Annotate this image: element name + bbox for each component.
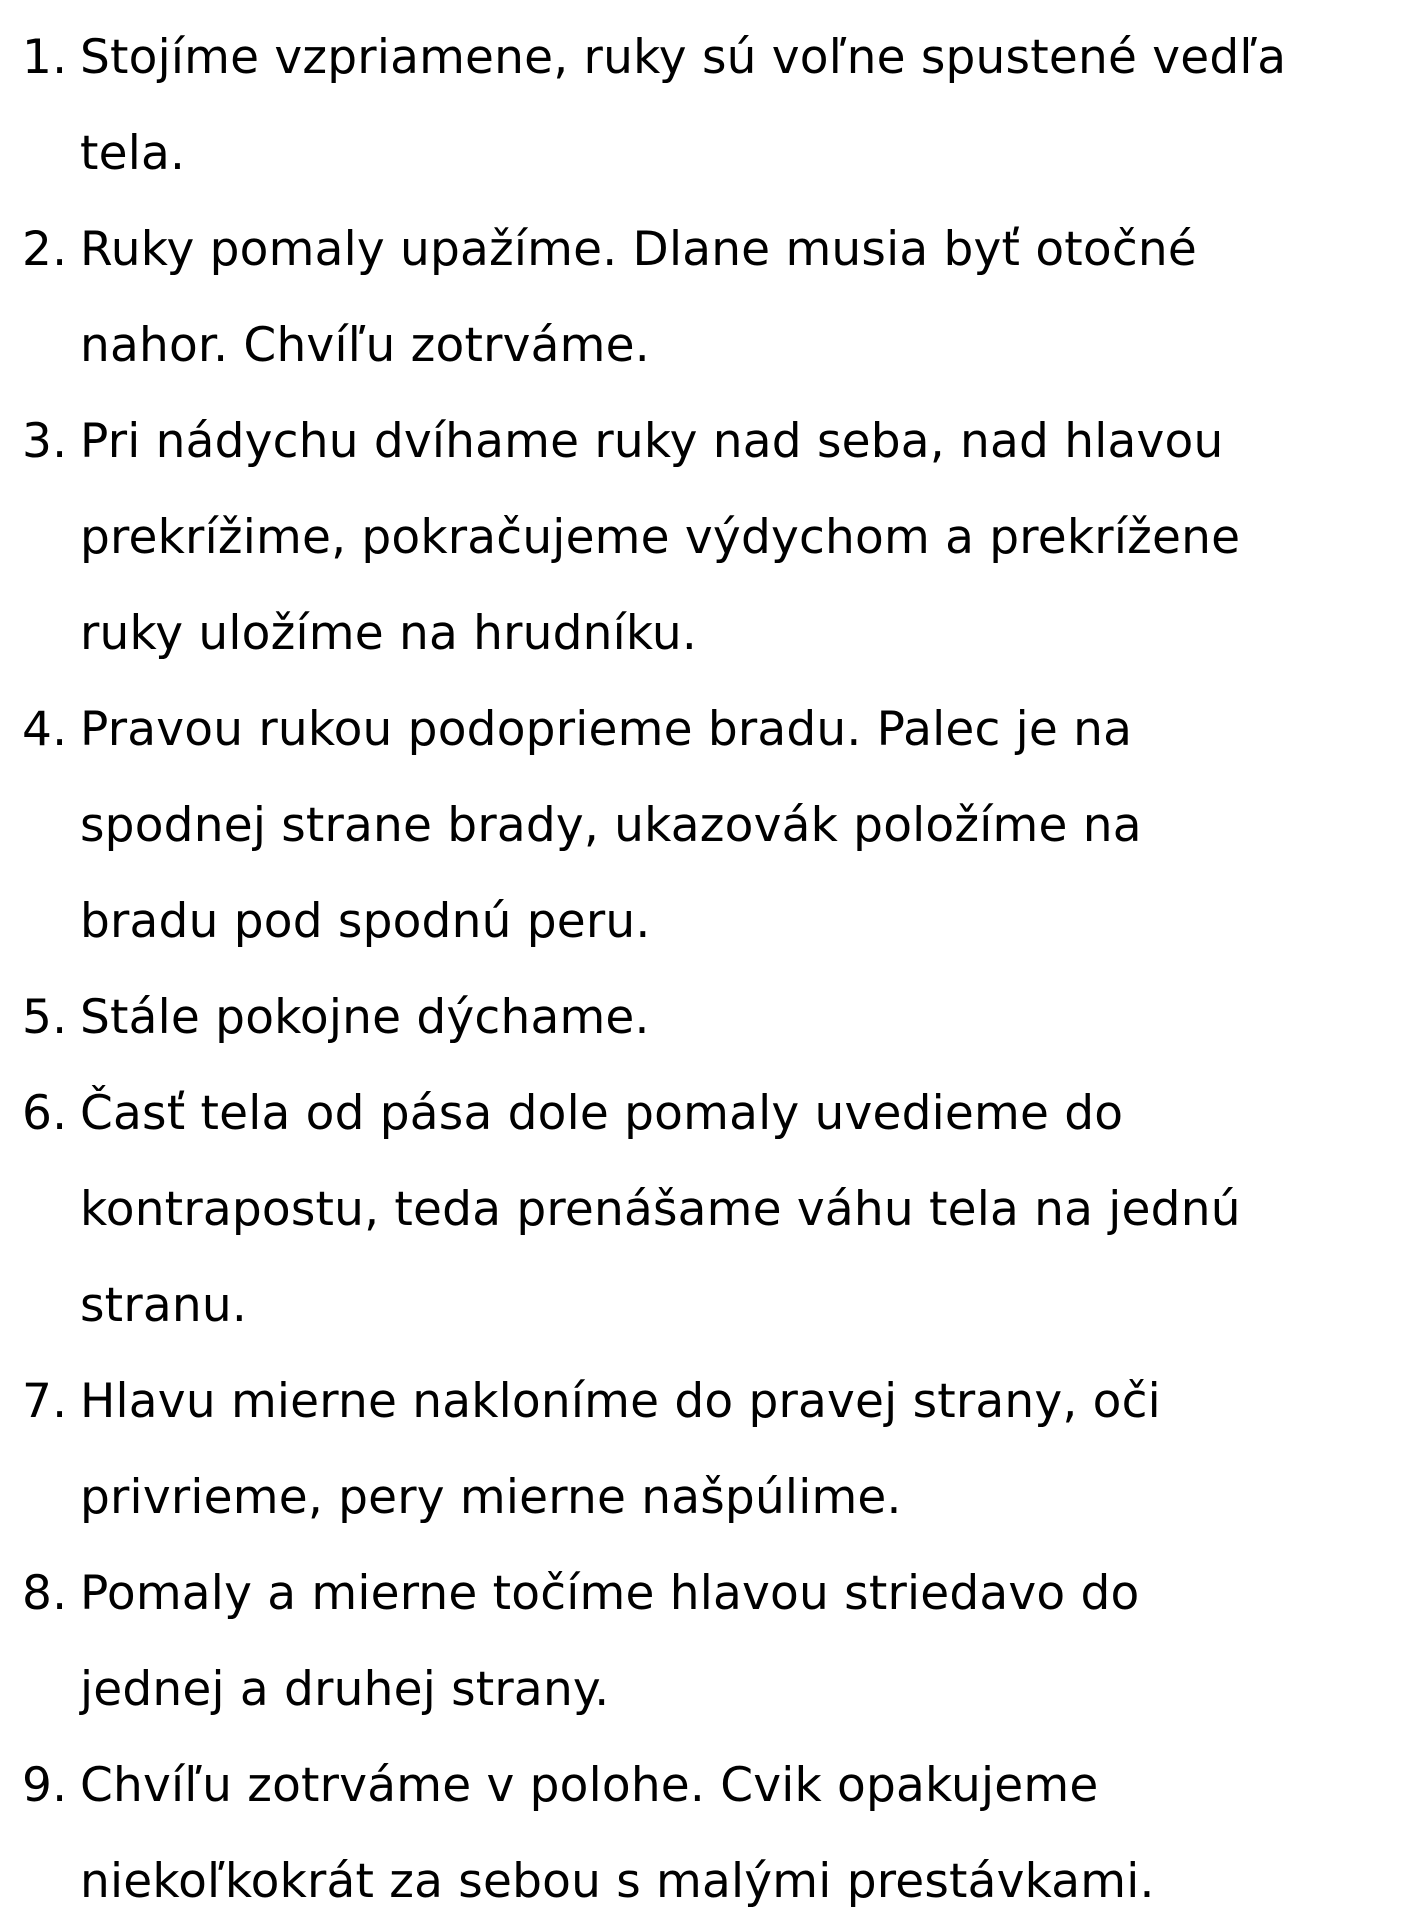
step-line: Ruky pomaly upažíme. Dlane musia byť otočné (80, 222, 1198, 277)
step-number: 9. (22, 1758, 68, 1813)
step-number: 1. (22, 30, 68, 85)
step-item (22, 10, 1362, 202)
step-line: niekoľkokrát za sebou s malými prestávkami. (80, 1854, 1155, 1909)
step-line: Pri nádychu dvíhame ruky nad seba, nad hlavou (80, 414, 1224, 469)
step-line: Hlavu mierne nakloníme do pravej strany, oči (80, 1374, 1161, 1429)
step-number: 7. (22, 1374, 68, 1429)
step-number: 2. (22, 222, 68, 277)
step-line: Stojíme vzpriamene, ruky sú voľne spustené vedľa (80, 30, 1287, 85)
step-item (22, 1546, 1362, 1738)
step-line: ruky uložíme na hrudníku. (80, 606, 697, 661)
step-line: kontrapostu, teda prenášame váhu tela na jednú (80, 1182, 1241, 1237)
step-item (22, 394, 1362, 682)
step-line: bradu pod spodnú peru. (80, 894, 651, 949)
step-line: jednej a druhej strany. (80, 1662, 610, 1717)
step-line: spodnej strane brady, ukazovák položíme na (80, 798, 1142, 853)
step-item (22, 1354, 1362, 1546)
step-line: Pomaly a mierne točíme hlavou striedavo do (80, 1566, 1140, 1621)
step-line: privrieme, pery mierne našpúlime. (80, 1470, 902, 1525)
step-line: prekrížime, pokračujeme výdychom a prekrížene (80, 510, 1241, 565)
step-item (22, 1738, 1362, 1930)
step-line: tela. (80, 126, 186, 181)
step-number: 5. (22, 990, 68, 1045)
step-line: Stále pokojne dýchame. (80, 990, 650, 1045)
step-number: 8. (22, 1566, 68, 1621)
step-number: 6. (22, 1086, 68, 1141)
step-line: Časť tela od pása dole pomaly uvedieme do (80, 1086, 1124, 1141)
step-item (22, 970, 1362, 1066)
step-number: 3. (22, 414, 68, 469)
step-item (22, 1066, 1362, 1354)
step-item (22, 202, 1362, 394)
step-line: Chvíľu zotrváme v polohe. Cvik opakujeme (80, 1758, 1099, 1813)
step-line: stranu. (80, 1278, 247, 1333)
step-line: Pravou rukou podoprieme bradu. Palec je na (80, 702, 1133, 757)
step-item (22, 682, 1362, 970)
step-line: nahor. Chvíľu zotrváme. (80, 318, 650, 373)
step-number: 4. (22, 702, 68, 757)
exercise-steps-list (22, 10, 1362, 1930)
